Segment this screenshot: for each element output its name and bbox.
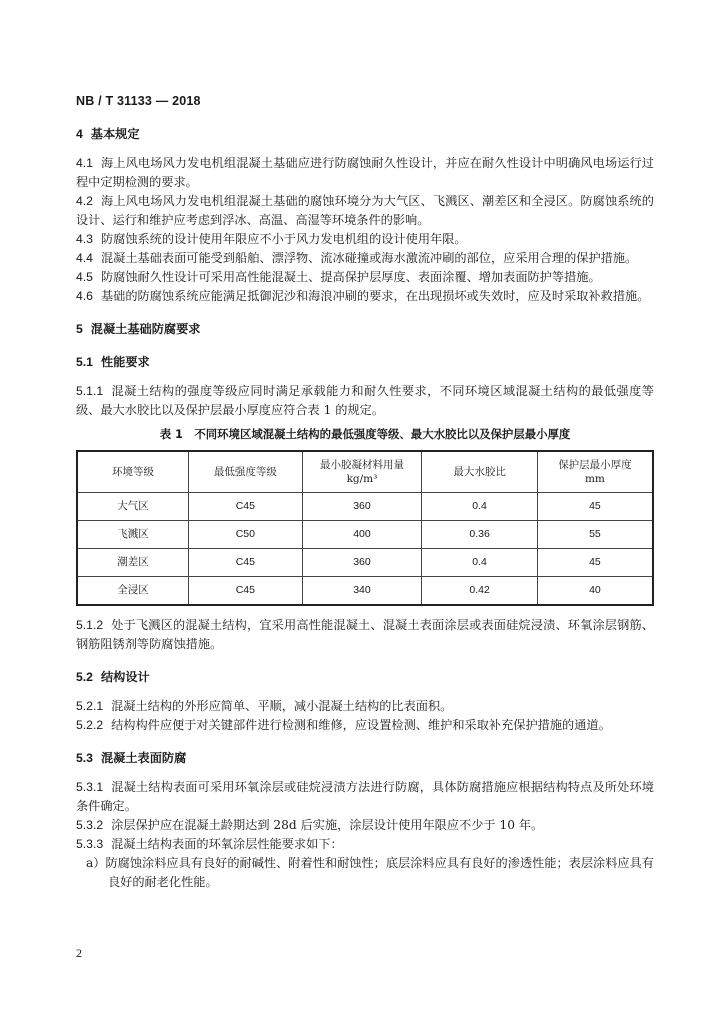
cell-binder: 400 [302, 521, 422, 549]
table-row [77, 493, 653, 521]
section-title: 混凝土基础防腐要求 [90, 322, 201, 336]
section-title: 结构设计 [100, 670, 150, 684]
clause-5-3-1 [76, 778, 654, 816]
clause-text: 混凝土结构的强度等级应同时满足承载能力和耐久性要求，不同环境区域混凝土结构的最低强度等级、最大水胶比以及保护层最小厚度应符合表 1 的规定。 [76, 384, 654, 417]
section-title: 基本规定 [90, 127, 140, 141]
clause-number: 5.3.1 [76, 780, 104, 794]
section-title: 混凝土表面防腐 [100, 751, 187, 765]
table-1 [76, 450, 654, 606]
clause-text: 海上风电场风力发电机组混凝土基础的腐蚀环境分为大气区、飞溅区、潮差区和全浸区。防腐蚀系统的设计、运行和维护应考虑到浮冰、高温、高湿等环境条件的影响。 [76, 194, 654, 227]
standard-code-header: NB / T 31133 — 2018 [76, 94, 201, 108]
list-item-a [86, 854, 654, 892]
clause-5-3-2 [76, 816, 654, 835]
clause-number: 4.1 [76, 156, 93, 170]
cell-cover: 45 [537, 493, 653, 521]
cell-wb: 0.4 [422, 493, 538, 521]
clause-text: 处于飞溅区的混凝土结构，宜采用高性能混凝土、混凝土表面涂层或表面硅烷浸渍、环氧涂层钢筋、钢筋阻锈剂等防腐蚀措施。 [76, 618, 654, 651]
clause-number: 5.2.1 [76, 699, 104, 713]
cell-env: 大气区 [77, 493, 189, 521]
section-5-heading [76, 320, 654, 339]
clause-4-2 [76, 192, 654, 230]
page-content [76, 125, 654, 892]
cell-cover: 55 [537, 521, 653, 549]
clause-number: 5.3.2 [76, 818, 104, 832]
clause-number: 4.2 [76, 194, 93, 208]
cell-env: 飞溅区 [77, 521, 189, 549]
section-number: 5.1 [76, 355, 93, 369]
cell-wb: 0.36 [422, 521, 538, 549]
clause-text: 基础的防腐蚀系统应能满足抵御泥沙和海浪冲刷的要求，在出现损坏或失效时，应及时采取补救措施。 [100, 289, 650, 303]
clause-number: 4.6 [76, 289, 93, 303]
cell-grade: C50 [189, 521, 303, 549]
clause-4-3 [76, 230, 654, 249]
header-cover [537, 451, 653, 493]
cell-binder: 340 [302, 577, 422, 606]
clause-number: 4.3 [76, 232, 93, 246]
clause-text: 混凝土基础表面可能受到船舶、漂浮物、流冰碰撞或海水激流冲刷的部位，应采用合理的保护措施。 [100, 251, 638, 265]
clause-number: 5.1.2 [76, 618, 104, 632]
header-wb: 最大水胶比 [422, 451, 538, 493]
table-row [77, 577, 653, 606]
cell-env: 全浸区 [77, 577, 189, 606]
section-5-2-heading [76, 668, 654, 687]
section-number: 4 [76, 127, 83, 141]
clause-text: 涂层保护应在混凝土龄期达到 28d 后实施，涂层设计使用年限应不少于 10 年。 [111, 818, 544, 832]
clause-4-6 [76, 287, 654, 306]
cell-env: 潮差区 [77, 549, 189, 577]
section-number: 5.3 [76, 751, 93, 765]
header-binder-label: 最小胶凝材料用量 [319, 459, 404, 471]
clause-5-1-2 [76, 616, 654, 654]
clause-text: 防腐蚀系统的设计使用年限应不小于风力发电机组的设计使用年限。 [100, 232, 467, 246]
section-5-1-heading [76, 353, 654, 372]
header-cover-unit: mm [584, 473, 605, 485]
section-number: 5 [76, 322, 83, 336]
clause-number: 4.4 [76, 251, 93, 265]
clause-5-2-2 [76, 716, 654, 735]
cell-grade: C45 [189, 493, 303, 521]
clause-4-5 [76, 268, 654, 287]
cell-wb: 0.4 [422, 549, 538, 577]
cell-binder: 360 [302, 493, 422, 521]
clause-number: 5.1.1 [76, 384, 104, 398]
clause-5-1-1 [76, 382, 654, 420]
table-header-row [77, 451, 653, 493]
header-binder-unit: kg/m³ [346, 473, 378, 485]
clause-text: 结构构件应便于对关键部件进行检测和维修，应设置检测、维护和采取补充保护措施的通道。 [111, 718, 611, 732]
section-4-heading [76, 125, 654, 144]
cell-grade: C45 [189, 549, 303, 577]
section-number: 5.2 [76, 670, 93, 684]
section-title: 性能要求 [100, 355, 150, 369]
list-text: 防腐蚀涂料应具有良好的耐碱性、附着性和耐蚀性；底层涂料应具有良好的渗透性能；表层涂料应具有良好的耐老化性能。 [105, 856, 654, 889]
header-cover-label: 保护层最小厚度 [558, 459, 632, 471]
clause-5-3-3 [76, 835, 654, 854]
page-number: 2 [76, 946, 82, 960]
clause-4-4 [76, 249, 654, 268]
clause-text: 海上风电场风力发电机组混凝土基础应进行防腐蚀耐久性设计，并应在耐久性设计中明确风电场运行过程中定期检测的要求。 [76, 156, 654, 189]
clause-text: 防腐蚀耐久性设计可采用高性能混凝土、提高保护层厚度、表面涂覆、增加表面防护等措施。 [100, 270, 601, 284]
clause-4-1 [76, 154, 654, 192]
clause-text: 混凝土结构的外形应简单、平顺，减小混凝土结构的比表面积。 [111, 699, 453, 713]
clause-text: 混凝土结构表面的环氧涂层性能要求如下： [111, 837, 343, 851]
list-label: a） [86, 856, 106, 870]
table-caption: 表 1 不同环境区域混凝土结构的最低强度等级、最大水胶比以及保护层最小厚度 [159, 427, 571, 441]
header-grade: 最低强度等级 [189, 451, 303, 493]
cell-wb: 0.42 [422, 577, 538, 606]
cell-binder: 360 [302, 549, 422, 577]
cell-cover: 45 [537, 549, 653, 577]
table-row [77, 549, 653, 577]
clause-number: 4.5 [76, 270, 93, 284]
clause-5-2-1 [76, 697, 654, 716]
clause-number: 5.2.2 [76, 718, 104, 732]
header-env: 环境等级 [77, 451, 189, 493]
section-5-3-heading [76, 749, 654, 768]
cell-grade: C45 [189, 577, 303, 606]
clause-number: 5.3.3 [76, 837, 104, 851]
cell-cover: 40 [537, 577, 653, 606]
table-row [77, 521, 653, 549]
header-binder [302, 451, 422, 493]
clause-text: 混凝土结构表面可采用环氧涂层或硅烷浸渍方法进行防腐，具体防腐措施应根据结构特点及所处环境条件确定。 [76, 780, 654, 813]
